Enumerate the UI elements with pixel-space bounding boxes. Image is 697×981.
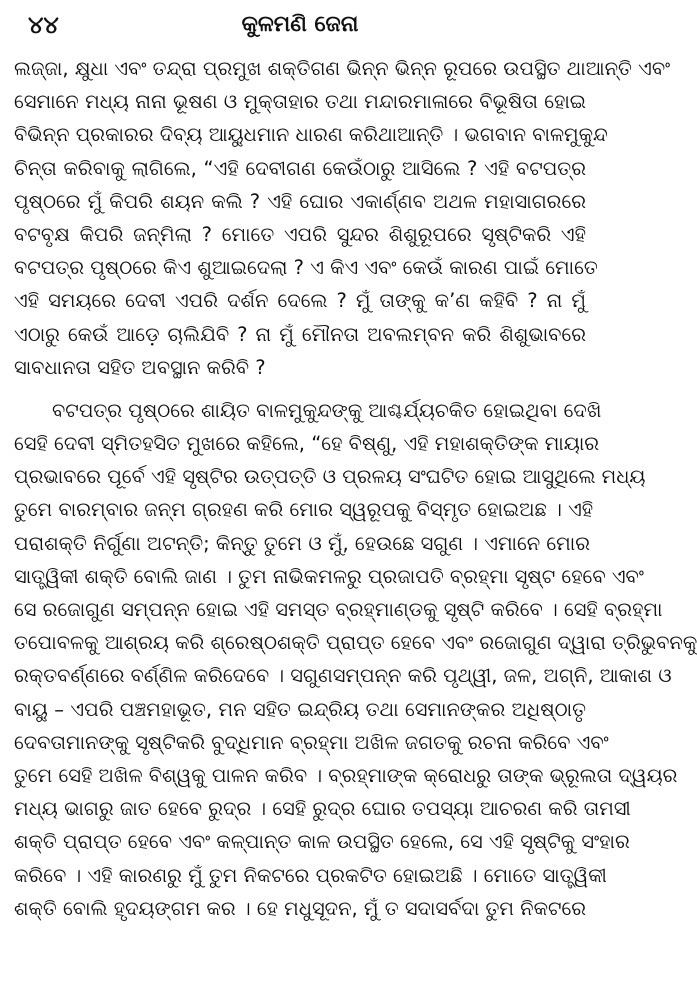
text-line: ବଟପତ୍ର ପୃଷ୍ଠରେ କିଏ ଶୁଆଇଦେଲା ? ଏ କିଏ ଏବଂ କେଉଁ କାରଣ ପାଇଁ ମୋତେ bbox=[14, 256, 598, 280]
text-line: ତୁମେ ବାରମ୍ବାର ଜନ୍ମ ଗ୍ରହଣ କରି ମୋର ସ୍ୱରୂପକୁ ବିସ୍ମୃତ ହୋଇଅଛ । ଏହି bbox=[14, 498, 594, 522]
text-line: କରିବେ । ଏହି କାରଣରୁ ମୁଁ ତୁମ ନିକଟରେ ପ୍ରକଟିତ ହୋଇଅଛି । ମୋତେ ସାତ୍ତ୍ୱିକୀ bbox=[14, 863, 607, 887]
text-line: ଦେବତାମାନଙ୍କୁ ସୃଷ୍ଟିକରି ବୁଦ୍ଧିମାନ ବ୍ରହ୍ମା ଅଖିଳ ଜଗତକୁ ରଚନା କରିବେ ଏବଂ bbox=[14, 730, 609, 754]
text-line: ପୃଷ୍ଠରେ ମୁଁ କିପରି ଶୟନ କଲି ? ଏହି ଘୋର ଏକାର୍ଣ୍ଣବ ଅଥଳ ମହାସାଗରରେ bbox=[14, 189, 586, 213]
paragraph bbox=[14, 394, 697, 925]
text-line: ଲଜ୍ଜା, କ୍ଷୁଧା ଏବଂ ତନ୍ଦ୍ରା ପ୍ରମୁଖ ଶକ୍ତିଗଣ ଭିନ୍ନ ଭିନ୍ନ ରୂପରେ ଉପସ୍ଥିତ ଥାଆନ୍ତି ଏବଂ bbox=[14, 57, 671, 80]
text-line: ବାୟୁ – ଏପରି ପଞ୍ଚମହାଭୂତ, ମନ ସହିତ ଇନ୍ଦ୍ରିୟ ତଥା ସେମାନଙ୍କର ଅଧିଷ୍ଠାତୃ bbox=[14, 697, 586, 721]
text-line: ପ୍ରଭାବରେ ପୂର୍ବେ ଏହି ସୃଷ୍ଟିର ଉତ୍ପତ୍ତି ଓ ପ୍ରଳୟ ସଂଘଟିତ ହୋଇ ଆସୁଥିଲେ ମଧ୍ୟ bbox=[14, 465, 646, 489]
text-line: ମଧ୍ୟ ଭାଗରୁ ଜାତ ହେବେ ରୁଦ୍ର । ସେହି ରୁଦ୍ର ଘୋର ତପସ୍ୟା ଆଚରଣ କରି ତାମସୀ bbox=[14, 797, 631, 821]
text-line: ରକ୍ତବର୍ଣ୍ଣରେ ବର୍ଣ୍ଣିଳ କରିଦେବେ । ସଗୁଣସମ୍ପନ୍ନ କରି ପୃଥ୍ୱୀ, ଜଳ, ଅଗ୍ନି, ଆକାଶ ଓ bbox=[14, 664, 672, 688]
text-line: ତପୋବଳକୁ ଆଶ୍ରୟ କରି ଶ୍ରେଷ୍ଠଶକ୍ତି ପ୍ରାପ୍ତ ହେବେ ଏବଂ ରଜୋଗୁଣ ଦ୍ୱାରା ତ୍ରିଭୁବନକୁ bbox=[14, 631, 697, 655]
text-line: ସେମାନେ ମଧ୍ୟ ନାନା ଭୂଷଣ ଓ ମୁକ୍ତାହାର ତଥା ମନ୍ଦାରମାଳାରେ ବିଭୂଷିତା ହୋଇ bbox=[14, 90, 586, 114]
page-header bbox=[14, 0, 586, 50]
text-line: ସାତ୍ତ୍ୱିକୀ ଶକ୍ତି ବୋଲି ଜାଣ । ତୁମ ନାଭିକମଳରୁ ପ୍ରଜାପତି ବ୍ରହ୍ମା ସୃଷ୍ଟ ହେବେ ଏବଂ bbox=[14, 564, 644, 588]
text-line: ବିଭିନ୍ନ ପ୍ରକାରର ଦିବ୍ୟ ଆୟୁଧମାନ ଧାରଣ କରିଥାଆନ୍ତି । ଭଗବାନ ବାଳମୁକୁନ୍ଦ bbox=[14, 123, 608, 147]
text-line: ଚିନ୍ତା କରିବାକୁ ଲାଗିଲେ, “ଏହି ଦେବୀଗଣ କେଉଁଠାରୁ ଆସିଲେ ? ଏହି ବଟପତ୍ର bbox=[14, 156, 586, 180]
page-body bbox=[14, 52, 697, 925]
paragraph bbox=[14, 52, 671, 384]
text-line: ଏହି ସମୟରେ ଦେବୀ ଏପରି ଦର୍ଶନ ଦେଲେ ? ମୁଁ ତାଙ୍କୁ କ’ଣ କହିବି ? ନା ମୁଁ bbox=[14, 289, 586, 313]
text-line: ପରାଶକ୍ତି ନିର୍ଗୁଣା ଅଟନ୍ତି; କିନ୍ତୁ ତୁମେ ଓ ମୁଁ, ହେଉଛେ ସଗୁଣ । ଏମାନେ ମୋର bbox=[14, 531, 590, 555]
page-number: ୪୪ bbox=[28, 11, 59, 39]
text-line: ସେ ରଜୋଗୁଣ ସମ୍ପନ୍ନ ହୋଇ ଏହି ସମସ୍ତ ବ୍ରହ୍ମାଣ୍ଡକୁ ସୃଷ୍ଟି କରିବେ । ସେହି ବ୍ରହ୍ମା bbox=[14, 598, 663, 621]
text-line: ତୁମେ ସେହି ଅଖିଳ ବିଶ୍ୱକୁ ପାଳନ କରିବ । ବ୍ରହ୍ମାଙ୍କ କ୍ରୋଧରୁ ତାଙ୍କ ଭ୍ରୂଲତା ଦ୍ୱୟର bbox=[14, 763, 678, 787]
paragraph-gap bbox=[14, 384, 586, 394]
text-line: ବଟବୃକ୍ଷ କିପରି ଜନ୍ମିଲା ? ମୋତେ ଏପରି ସୁନ୍ଦର ଶିଶୁରୂପରେ ସୃଷ୍ଟିକରି ଏହି bbox=[14, 222, 586, 246]
text-line: ସାବଧାନତା ସହିତ ଅବସ୍ଥାନ କରିବି ? bbox=[14, 355, 266, 379]
text-line: ଏଠାରୁ କେଉଁ ଆଡ଼େ ଚାଲିଯିବି ? ନା ମୁଁ ମୌନତା ଅବଲମ୍ବନ କରି ଶିଶୁଭାବରେ bbox=[14, 322, 586, 346]
text-line: ଶକ୍ତି ବୋଲି ହୃଦୟଙ୍ଗମ କର । ହେ ମଧୁସୂଦନ, ମୁଁ ତ ସଦାସର୍ବଦା ତୁମ ନିକଟରେ bbox=[14, 896, 587, 920]
text-line: ବଟପତ୍ର ପୃଷ୍ଠରେ ଶାୟିତ ବାଳମୁକୁନ୍ଦଙ୍କୁ ଆଶ୍ଚର୍ଯ୍ୟଚକିତ ହୋଇଥିବା ଦେଖି bbox=[52, 398, 602, 422]
running-title: କୁଳମଣି ଜେନା bbox=[241, 12, 359, 37]
text-line: ଶକ୍ତି ପ୍ରାପ୍ତ ହେବେ ଏବଂ କଳ୍ପାନ୍ତ କାଳ ଉପସ୍ଥିତ ହେଲେ, ସେ ଏହି ସୃଷ୍ଟିକୁ ସଂହାର bbox=[14, 830, 630, 854]
text-line: ସେହି ଦେବୀ ସ୍ମିତହସିତ ମୁଖରେ କହିଲେ, “ହେ ବିଷ୍ଣୁ, ଏହି ମହାଶକ୍ତିଙ୍କ ମାୟାର bbox=[14, 432, 600, 456]
